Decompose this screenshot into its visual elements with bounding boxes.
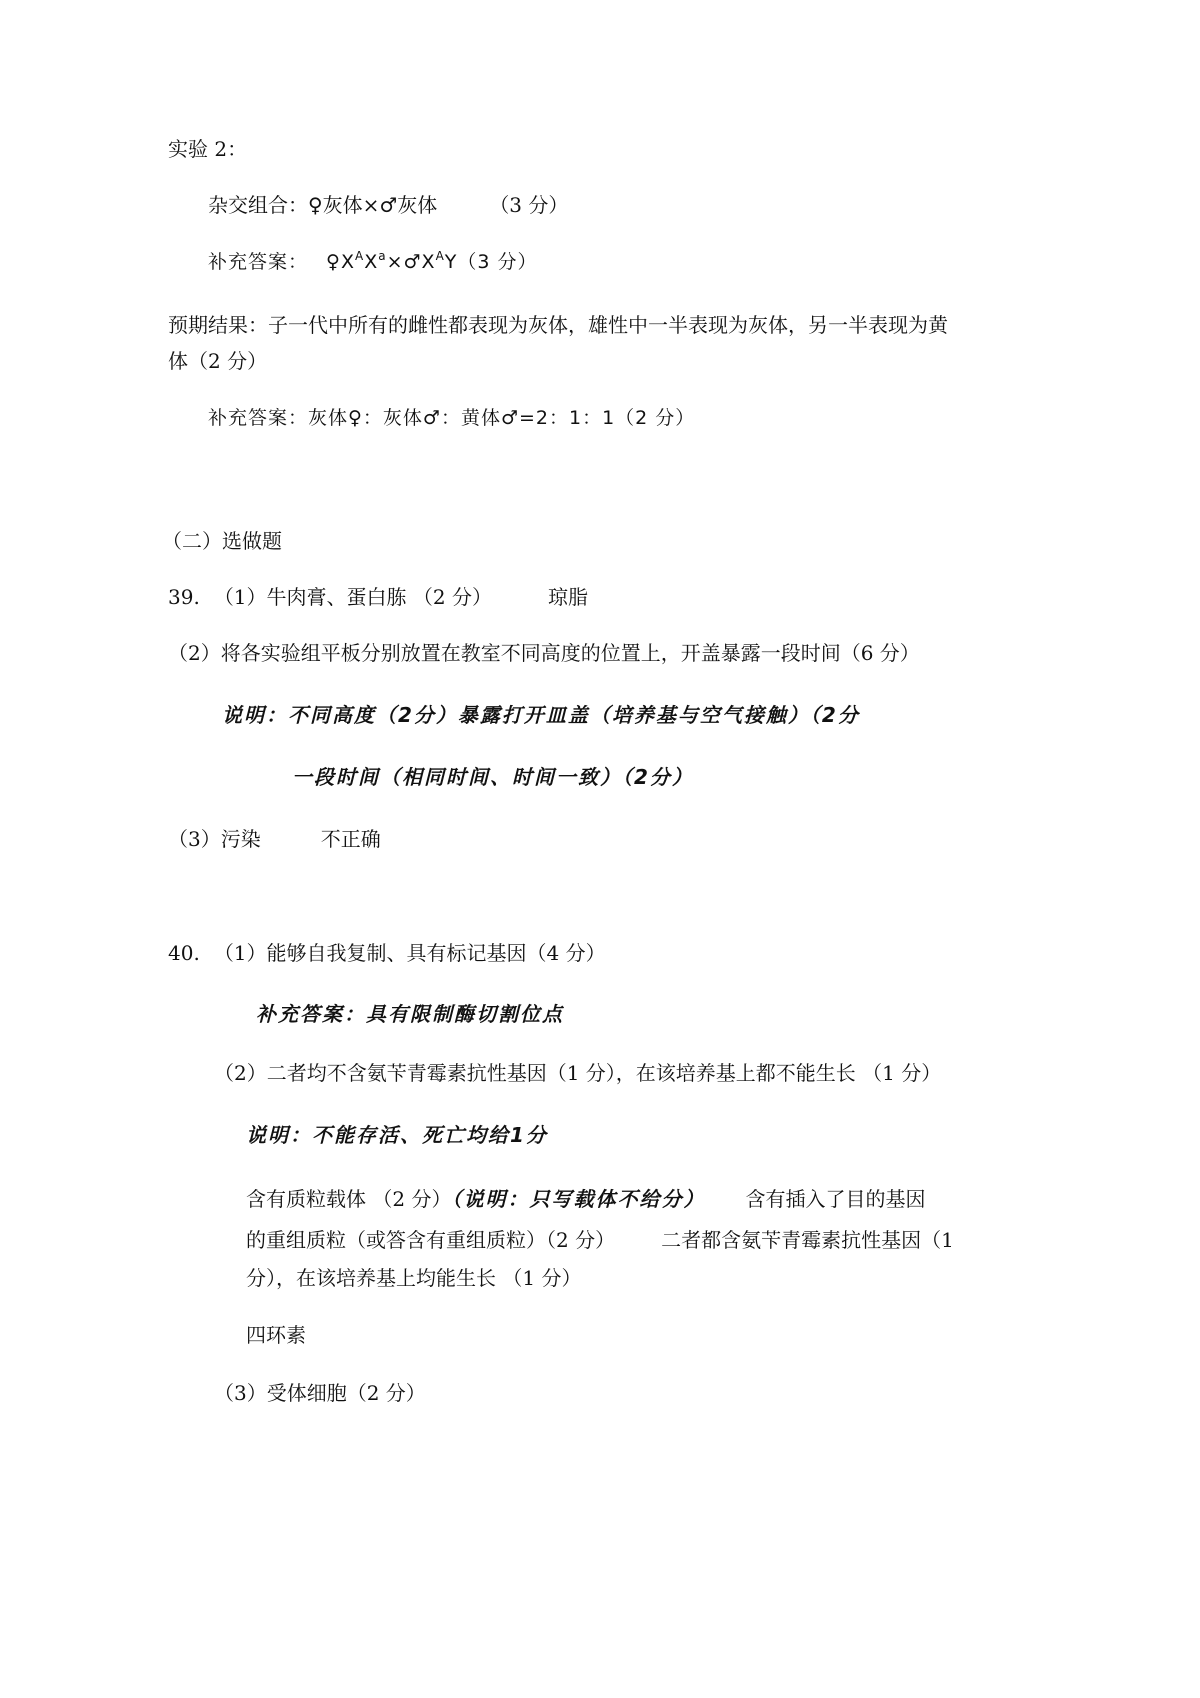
q40-part3: （3）受体细胞（2 分） [214, 1381, 426, 1405]
q39-note-line1: 说明：不同高度（2分）暴露打开皿盖（培养基与空气接触）（2分 [222, 703, 860, 727]
q39-part1-answer2: 琼脂 [547, 585, 588, 609]
cross-times: ×♂ [386, 251, 422, 273]
cross-label: 杂交组合： [208, 193, 308, 217]
cross-supplement-score: （3 分） [457, 251, 538, 273]
q39-part3-answer: 不正确 [320, 827, 381, 851]
cross-supplement-label: 补充答案： [208, 251, 309, 273]
q39-part2: （2）将各实验组平板分别放置在教室不同高度的位置上，开盖暴露一段时间（6 分） [168, 641, 920, 665]
q40-para-line2 [246, 1227, 954, 1253]
q39-part3-label: （3）污染 [168, 827, 261, 851]
experiment2-heading: 实验 2： [168, 137, 248, 161]
q40-part1-text: （1）能够自我复制、具有标记基因（4 分） [213, 941, 606, 965]
q40-para-line1-note: （说明：只写载体不给分） [451, 1187, 706, 1211]
q40-para-line1-c: 含有插入了目的基因 [745, 1187, 926, 1211]
q39-number: 39. [168, 585, 200, 609]
cross-supplement-line: 补充答案： $♀X^AX^a\times♂X^AY(3$ 分） [208, 249, 538, 273]
cross-score: （3 分） [489, 193, 569, 217]
expected-result-line1: 预期结果：子一代中所有的雌性都表现为灰体，雄性中一半表现为灰体，另一半表现为黄 [168, 313, 948, 337]
q39-note-line2: 一段时间（相同时间、时间一致）（2分） [292, 765, 694, 789]
q39-part3 [168, 826, 381, 852]
q40-para-line3: 分），在该培养基上均能生长 （1 分） [246, 1266, 582, 1290]
expected-result-line2: 体（2 分） [168, 349, 268, 373]
q40-para-line1-a: 含有质粒载体 （2 分） [246, 1187, 452, 1211]
female-genotype: $X^AX^a$ [340, 249, 387, 273]
cross-line [208, 192, 568, 218]
result-supplement: 补充答案：灰体♀：灰体♂：黄体♂=2：1：1（2 分） [208, 407, 696, 429]
cross-content: ♀灰体×♂灰体 [308, 193, 438, 217]
q40-para-line2-b: 二者都含氨苄青霉素抗性基因（1 [661, 1228, 954, 1252]
q40-number: 40. [168, 941, 200, 965]
q39-part1-text: （1）牛肉膏、蛋白胨 （2 分） [213, 585, 492, 609]
q40-tetracycline: 四环素 [246, 1323, 306, 1347]
q40-part2: （2）二者均不含氨苄青霉素抗性基因（1 分），在该培养基上都不能生长 （1 分） [214, 1061, 942, 1085]
q40-para-line1 [246, 1186, 925, 1212]
q40-part1 [168, 940, 606, 966]
male-genotype: $X^AY$ [421, 249, 458, 273]
q40-supplement: 补充答案：具有限制酶切割位点 [256, 1002, 564, 1026]
q40-para-line2-a: 的重组质粒（或答含有重组质粒）（2 分） [246, 1228, 616, 1252]
q40-note: 说明：不能存活、死亡均给1分 [246, 1123, 548, 1147]
q39-part1 [168, 584, 588, 610]
optional-heading: （二）选做题 [162, 529, 282, 553]
